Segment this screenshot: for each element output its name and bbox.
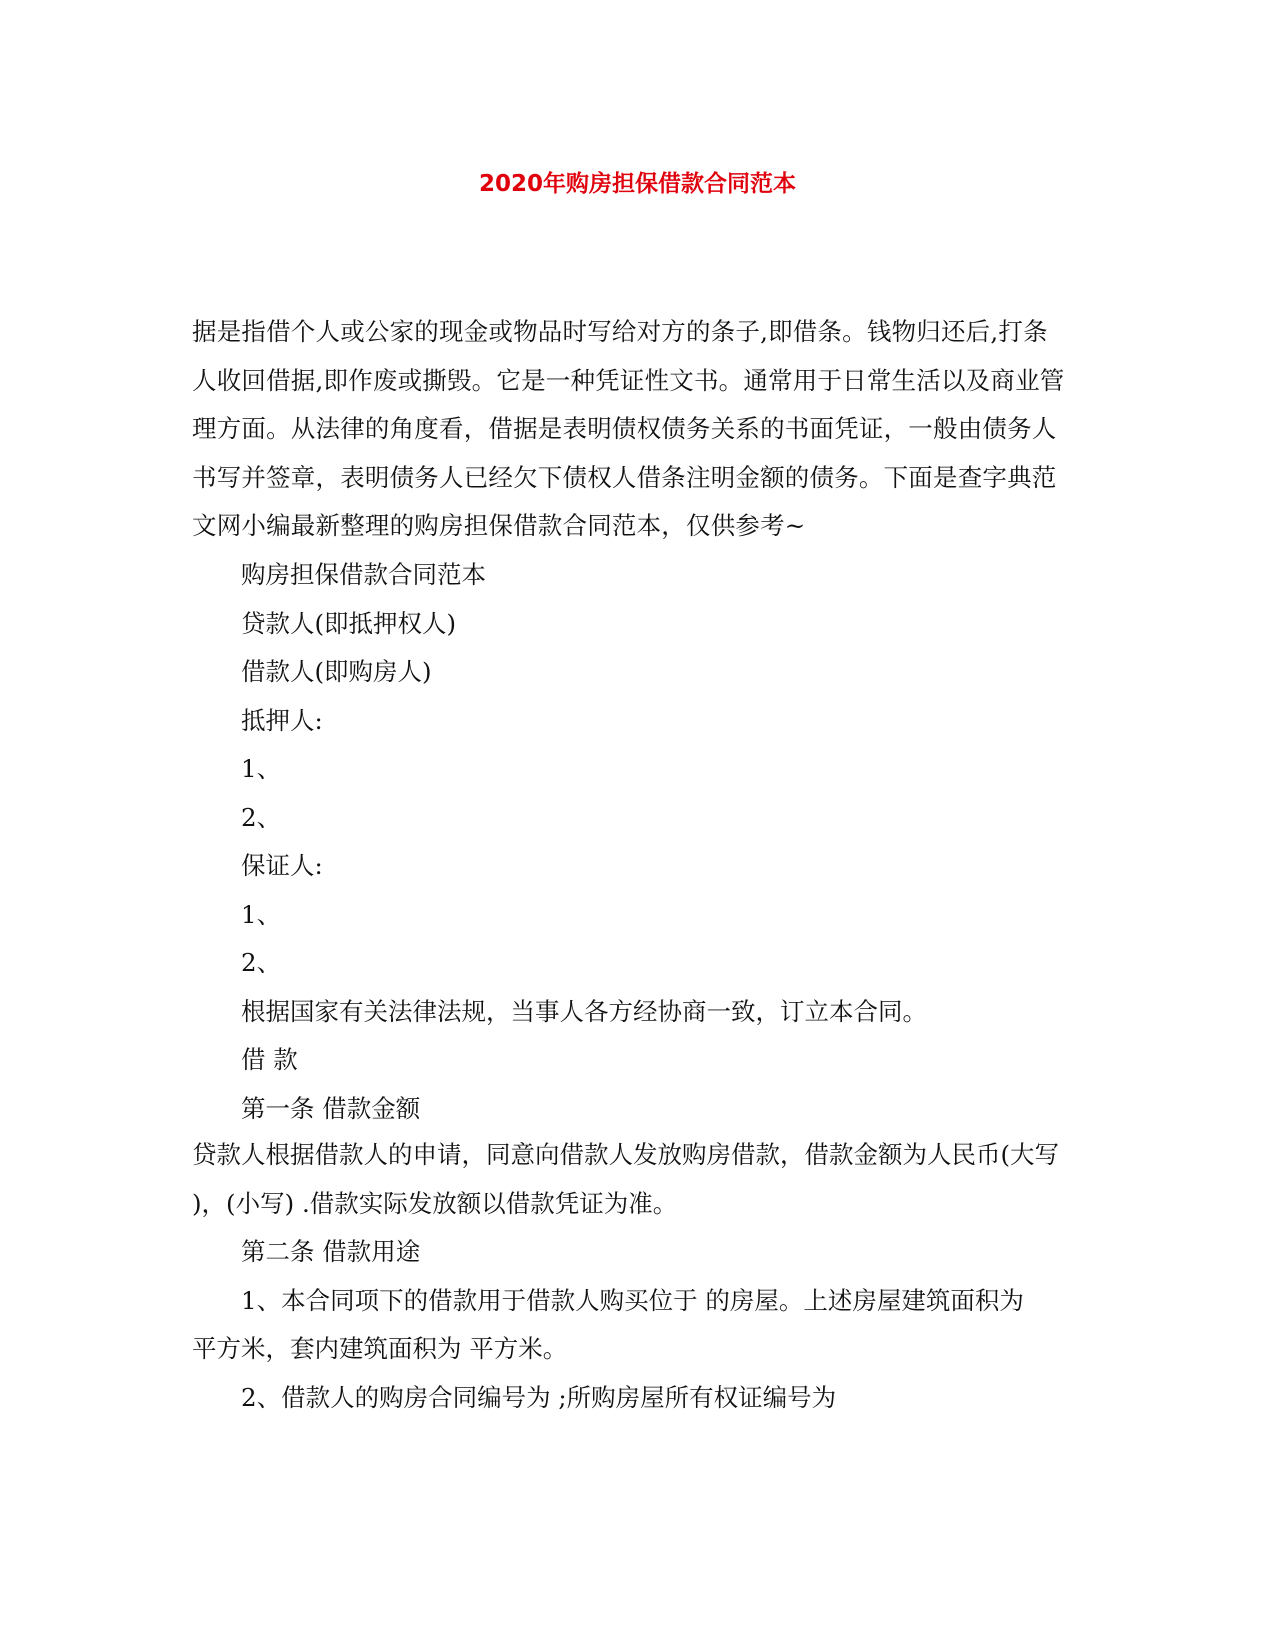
article-1-line: )，(小写) .借款实际发放额以借款凭证为准。	[192, 1188, 678, 1218]
intro-line: 据是指借个人或公家的现金或物品时写给对方的条子,即借条。钱物归还后,打条	[192, 317, 1048, 346]
borrower-line: 借款人(即购房人)	[241, 657, 432, 686]
article-1-paragraph	[192, 1131, 1085, 1228]
mortgagor-item-2: 2、	[241, 802, 282, 832]
article-2-item-2: 2、借款人的购房合同编号为 ;所购房屋所有权证编号为	[241, 1382, 837, 1412]
guarantor-item-1: 1、	[241, 899, 282, 929]
article-1-line: 贷款人根据借款人的申请，同意向借款人发放购房借款，借款金额为人民币(大写	[192, 1140, 1060, 1169]
article-2-item-1-line: 平方米，套内建筑面积为 平方米。	[192, 1334, 568, 1363]
lender-line: 贷款人(即抵押权人)	[241, 608, 457, 638]
document-title: 2020年购房担保借款合同范本	[478, 171, 796, 197]
article-2-section	[192, 1228, 1085, 1422]
guarantor-label: 保证人:	[241, 851, 323, 880]
intro-line: 理方面。从法律的角度看，借据是表明债权债务关系的书面凭证，一般由债务人	[192, 414, 1057, 443]
mortgagor-item-1: 1、	[241, 754, 282, 783]
intro-line: 文网小编最新整理的购房担保借款合同范本，仅供参考~	[192, 511, 806, 540]
contract-subtitle: 购房担保借款合同范本	[241, 560, 486, 589]
article-2-heading: 第二条 借款用途	[241, 1237, 421, 1266]
intro-line: 人收回借据,即作废或撕毁。它是一种凭证性文书。通常用于日常生活以及商业管	[192, 365, 1065, 395]
mortgagor-label: 抵押人:	[241, 705, 323, 735]
guarantor-item-2: 2、	[241, 948, 282, 977]
article-2-item-1-line: 1、本合同项下的借款用于借款人购买位于 的房屋。上述房屋建筑面积为	[241, 1285, 1024, 1315]
contract-header-list	[192, 551, 1085, 1133]
intro-line: 书写并签章，表明债务人已经欠下债权人借条注明金额的债务。下面是查字典范	[192, 462, 1057, 492]
section-heading-loan: 借 款	[241, 1045, 298, 1074]
agreement-statement: 根据国家有关法律法规，当事人各方经协商一致，订立本合同。	[241, 996, 927, 1026]
article-1-heading: 第一条 借款金额	[241, 1093, 421, 1123]
intro-paragraph	[192, 308, 1085, 551]
